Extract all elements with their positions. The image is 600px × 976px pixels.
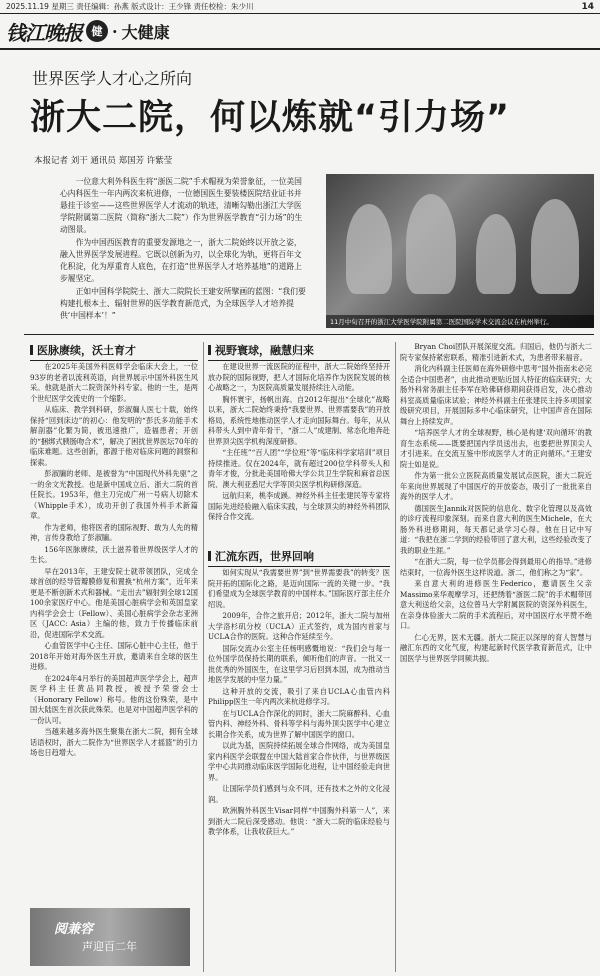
paragraph: 仁心无界，医术无疆。浙大二院正以深厚的育人智慧与融汇东西的文化气度，构建起新时代医学教育新范式，让中国医学与世界医学同频共振。: [400, 632, 592, 663]
text-column: [208, 568, 390, 970]
photo-caption: 11月中旬召开的浙江大学医学院附属第二医院国际学术交流会议在杭州举行。: [326, 315, 594, 328]
photo-figure: [531, 199, 579, 294]
page-number: 14: [581, 1, 594, 12]
paragraph: “培养医学人才的全球视野，核心是构建‘双向循环’的教育生态系统——既要把国内学员送出去，也要把世界顶尖人才引进来。在交流互鉴中形成医学人才的正向循环。”王建安院士如是说。: [400, 428, 592, 469]
lead-paragraph: 一位意大利外科医生将“浙医二院”手术帽视为荣誉象征，一位美国心内科医生一年内两次来杭进修，一位德国医生要装楼医院结业证书并悬挂于诊室——这些世界医学人才流动的轨迹，清晰勾勒出浙江大学医学院附属第二医院（简称“浙大二院”）作为世界医学教育“引力场”的生动图景。: [60, 177, 303, 234]
paragraph: 消化内科副主任医师在海外研修中思考“国外指南未必完全适合中国患者”，由此推动更贴近国人特征的临床研究；大肠外科常务副主任李军在哈佛研修期间获得启发，决心推动科室高质量临床试验；神经外科副主任张建民主持多项国家级研究项目，开展国际多中心临床研究，让中国声音在国际舞台上持续发声。: [400, 364, 592, 426]
section-heading: 视野寰球，融慧归来: [208, 342, 390, 361]
surgery-photo: [326, 174, 594, 328]
photo-figure: [476, 214, 516, 294]
column-rule: [203, 342, 204, 972]
paragraph: 让国际学员们感到与众不同，还有技术之外的文化浸润。: [208, 784, 390, 804]
paragraph: 作为第一批公立医院高质量发展试点医院，浙大二院近年来向世界展现了中国医疗的开放姿态，吸引了一批批来自海外的医学人才。: [400, 471, 592, 501]
paragraph: 早在2013年，王建安院士就带领团队，完成全球首创的经导管瓣膜修复和置换“杭州方案”，近年来更是不断创新术式和器械。“走出去”辐射到全球12国100余家医疗中心。他是美国心脏病学会和英国皇家内科学会会士（Fellow）、美国心脏病学会杂志亚洲区（JACC: Asia）主编的他，致力于传播临床前沿，促进国际学术交流。: [30, 566, 198, 639]
graphic-line-1: 阅兼容: [54, 922, 94, 937]
paragraph: 国际交流办公室主任杨明感慨地说：“我们会与每一位外国学员保持长期的联系，倾听他们的声音。一批又一批优秀的外国医生，在这里学习后回到本国，成为推动当地医学发展的中坚力量。”: [208, 643, 390, 684]
text-column: [208, 362, 390, 540]
section-title: 大健康: [121, 22, 170, 42]
article-lead: [60, 176, 308, 323]
separator-dot: ·: [112, 21, 118, 41]
paragraph: 在2025年美国外科医师学会临床大会上，一位93岁的老者以流利英语，向世界展示中国外科医生风采。他就是浙大二院资深外科专家。他的一生，是两个世纪医学交流史的一个缩影。: [30, 362, 198, 403]
paragraph: 在与UCLA合作深化的同时，浙大二院麻醉科、心血管内科、神经外科、骨科等学科与海外顶尖医学中心建立长期合作关系，成为世界了解中国医学的窗口。: [208, 708, 390, 739]
masthead: [6, 16, 170, 46]
paragraph: “在浙大二院，每一位学员都会得到最用心的指导。”进修结束时，一位海外医生这样说道。浙二，他们称之为“家”。: [400, 557, 592, 577]
paragraph: 远航归来，桃李成蹊。神经外科主任张建民等专家将国际先进经验融入临床实践，与全球顶尖的神经外科团队保持合作交流。: [208, 491, 390, 521]
paragraph: 在建设世界一流医院的征程中，浙大二院始终坚持开放办院的国际视野，把人才国际化培养作为医院发展的核心战略之一，为医院高质量发展持续注入动能。: [208, 362, 390, 392]
text-column: [400, 342, 592, 970]
section-heading: 医脉赓续，沃土育才: [30, 342, 198, 361]
paragraph: 这种开放的交流，吸引了来自UCLA心血管内科Philipp医生一年内两次来杭进修学习。: [208, 686, 390, 706]
health-badge-icon: 健: [86, 20, 108, 42]
anniversary-graphic: [30, 908, 190, 966]
photo-figure: [406, 194, 456, 294]
paragraph: “主任班”“百人团”“学位班”等“临床科学家培训”项目持续推进。仅在2024年，就有超过200位学科带头人和青年才俊，分批赴美国哈佛大学公共卫生学院和麻省总医院、澳大利亚悉尼大学等顶尖医学机构研修深造。: [208, 448, 390, 489]
paragraph: Bryan Choi团队开展深度交流。归国后，他仍与浙大二院专家保持紧密联系，精准引进新术式，为患者带来福音。: [400, 342, 592, 362]
paragraph: 彭淑牖的老师、是被誉为“中国现代外科先驱”之一的余文光教授。也是新中国成立后、浙大二院的首任院长。1953年，他主刀完成广州一号病人切除术（Whipple手术），成功开创了我国外科手术新篇章。: [30, 469, 198, 520]
graphic-line-2: 声迎百二年: [82, 940, 137, 953]
date-line: 2025.11.19 星期三 责任编辑：孙燕 版式设计：王少锋 责任校检：朱少川: [6, 2, 254, 11]
text-column: [30, 362, 198, 902]
paragraph: 156年医脉赓续，沃土滋养着世界级医学人才的生长。: [30, 544, 198, 564]
masthead-rule: [0, 48, 600, 50]
section-heading: 汇流东西，世界回响: [208, 548, 390, 567]
article-headline: 浙大二院，何以炼就“引力场”: [30, 98, 511, 138]
paragraph: 心血管医学中心主任、国际心脏中心主任，他于2018年开始对海外医生开放，邀请来自全球的医生进修。: [30, 641, 198, 671]
paragraph: 如何实现从“我需要世界”到“世界需要我”的转变？医院开拓的国际化之路，是迈向国际一流的关键一步。“我们希望成为全球医学教育的中国样本。”国际医疗部主任介绍说。: [208, 568, 390, 609]
column-rule: [395, 342, 396, 972]
paragraph: 以此为基，医院持续拓展全球合作网络，成为美国皇家内科医学会联盟在中国大陆首家合作伙伴，与世界级医学中心共同推动临床医学国际化进程，让中国经验走向世界。: [208, 741, 390, 782]
paragraph: 作为老师，他将医者的国际视野、敢为人先的精神，言传身教给了彭淑牖。: [30, 522, 198, 542]
paragraph: 在2024年4月举行的美国超声医学学会上，超声医学科主任黄品同教授，被授予荣誉会士（Honorary Fellow）称号。他的这份殊荣，是中国大陆医生首次获此殊荣。也是对中国超声医学科的一份认可。: [30, 673, 198, 725]
paragraph: 2009年，合作之旅开启；2012年，浙大二院与加州大学洛杉矶分校（UCLA）正式签约，成为国内首家与UCLA合作的医院。这种合作延续至今。: [208, 611, 390, 641]
paragraph: 胸怀寰宇，扬帆出海。自2012年提出“全球化”战略以来，浙大二院始终秉持“我要世界、世界需要我”的开放格局，系统性地推动医学人才走向国际舞台。每年，从从科带头人到中青年骨干，“浙二人”成建制、常态化地奔赴世界顶尖医学机构深度研修。: [208, 394, 390, 446]
lead-paragraph: 正如中国科学院院士、浙大二院院长王建安所擘画的蓝图：“我们要构建扎根本土、辐射世界的医学教育新范式，为全球医学人才培养提供‘中国样本’！”: [60, 287, 306, 320]
paragraph: 从临床、教学到科研，彭淑牖人医七十载，始终保持“回到床边”的初心：他发明的“彭氏多功能手术解剖器”化繁为简，被迅速推广，造福患者；开创的“捆绑式胰肠吻合术”，解决了困扰世界医坛70年的临床难题。这些创新，都源于他对临床问题的洞察和探索。: [30, 405, 198, 467]
newspaper-logo: 钱江晚报: [6, 20, 82, 45]
paragraph: 欧洲胸外科医生Visar同样“中国胸外科第一人”，来到浙大二院后深受感动。他说：“浙大二院的临床经验与教学体系，让我收获巨大。”: [208, 806, 390, 836]
paragraph: 来自意大利的进修医生Federico，邀请医生父亲Massimo来华观摩学习，还把绣着“浙医二院”的手术帽带回意大利送给父亲，这位曾马大学附属医院的资深外科医生，在亲身体验浙大二院的手术流程后，对中国医疗水平赞不绝口。: [400, 579, 592, 630]
photo-figure: [346, 204, 392, 294]
paragraph: 德国医生Jannik对医院的信息化、数字化管理以及高效的诊疗流程印象深刻。而来自意大利的医生Michele，在大肠外科进修期间，每天都记录学习心得。他在日记中写道：“我把在浙二学到的经验带回了意大利，这些经验改变了我的职业生涯。”: [400, 503, 592, 555]
section-divider: [24, 334, 594, 335]
article-byline: 本报记者 刘干 通讯员 郑国芳 许紫莹: [34, 156, 173, 166]
lead-paragraph: 作为中国西医教育的重要发源地之一，浙大二院始终以开放之姿，融入世界医学发展进程。它既以创新为刃，以全球化为轨，更将百年文化积淀，化为厚重育人底色，在打造“世界医学人才培养基地”的道路上步履坚定。: [60, 238, 302, 283]
page-header: [0, 0, 600, 14]
paragraph: 当越来越多海外医生聚集在浙大二院，拥有全球话语权时，浙大二院作为“世界医学人才摇篮”的引力场也日趋增大。: [30, 727, 198, 757]
article-kicker: 世界医学人才心之所向: [32, 69, 193, 88]
